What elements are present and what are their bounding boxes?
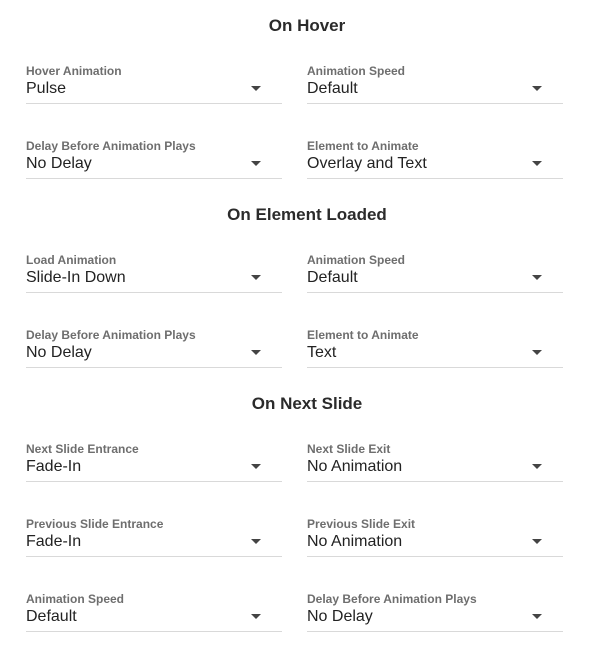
load-delay-field xyxy=(26,328,282,376)
field-label: Delay Before Animation Plays xyxy=(26,328,196,342)
select-value: No Animation xyxy=(307,533,403,550)
section-title-on-hover: On Hover xyxy=(268,16,346,35)
hover-element-to-animate-select[interactable] xyxy=(307,151,563,179)
field-label: Load Animation xyxy=(26,253,117,267)
field-label: Next Slide Exit xyxy=(307,442,391,456)
next-slide-exit-select[interactable] xyxy=(307,454,563,482)
field-label: Next Slide Entrance xyxy=(26,442,139,456)
field-label: Hover Animation xyxy=(26,64,122,78)
field-label: Previous Slide Exit xyxy=(307,517,416,531)
next-slide-exit-field xyxy=(307,442,563,490)
previous-slide-entrance-field xyxy=(26,517,282,565)
previous-slide-entrance-select[interactable] xyxy=(26,529,282,557)
load-animation-speed-field xyxy=(307,253,563,301)
previous-slide-exit-select[interactable] xyxy=(307,529,563,557)
caret-down-icon xyxy=(532,614,542,619)
select-value: Text xyxy=(307,344,337,361)
caret-down-icon xyxy=(532,86,542,91)
next-slide-entrance-field xyxy=(26,442,282,490)
load-animation-field xyxy=(26,253,282,301)
next-slide-entrance-select[interactable] xyxy=(26,454,282,482)
caret-down-icon xyxy=(251,539,261,544)
load-element-to-animate-select[interactable] xyxy=(307,340,563,368)
select-value: Default xyxy=(307,269,358,286)
hover-delay-select[interactable] xyxy=(26,151,282,179)
slide-animation-speed-select[interactable] xyxy=(26,604,282,632)
caret-down-icon xyxy=(251,86,261,91)
select-value: No Animation xyxy=(307,458,403,475)
previous-slide-exit-field xyxy=(307,517,563,565)
hover-animation-speed-field xyxy=(307,64,563,112)
field-label: Element to Animate xyxy=(307,328,419,342)
caret-down-icon xyxy=(251,161,261,166)
section-title-on-element-loaded: On Element Loaded xyxy=(227,205,387,224)
slide-animation-speed-field xyxy=(26,592,282,640)
field-label: Animation Speed xyxy=(26,592,125,606)
hover-element-to-animate-field xyxy=(307,139,563,187)
select-value: No Delay xyxy=(307,608,373,625)
section-title-on-next-slide: On Next Slide xyxy=(251,394,363,413)
caret-down-icon xyxy=(251,614,261,619)
hover-animation-speed-select[interactable] xyxy=(307,76,563,104)
field-label: Delay Before Animation Plays xyxy=(307,592,477,606)
select-value: Fade-In xyxy=(26,458,82,475)
caret-down-icon xyxy=(532,539,542,544)
select-value: No Delay xyxy=(26,344,92,361)
hover-animation-select[interactable] xyxy=(26,76,282,104)
load-animation-select[interactable] xyxy=(26,265,282,293)
load-element-to-animate-field xyxy=(307,328,563,376)
field-label: Delay Before Animation Plays xyxy=(26,139,196,153)
select-value: Fade-In xyxy=(26,533,82,550)
caret-down-icon xyxy=(532,161,542,166)
caret-down-icon xyxy=(532,275,542,280)
select-value: Slide-In Down xyxy=(26,269,126,286)
load-delay-select[interactable] xyxy=(26,340,282,368)
caret-down-icon xyxy=(251,350,261,355)
select-value: Default xyxy=(26,608,77,625)
select-value: No Delay xyxy=(26,155,92,172)
select-value: Default xyxy=(307,80,358,97)
select-value: Pulse xyxy=(26,80,67,97)
field-label: Element to Animate xyxy=(307,139,419,153)
field-label: Previous Slide Entrance xyxy=(26,517,164,531)
slide-delay-field xyxy=(307,592,563,640)
field-label: Animation Speed xyxy=(307,64,406,78)
caret-down-icon xyxy=(251,464,261,469)
field-label: Animation Speed xyxy=(307,253,406,267)
caret-down-icon xyxy=(251,275,261,280)
caret-down-icon xyxy=(532,464,542,469)
slide-delay-select[interactable] xyxy=(307,604,563,632)
load-animation-speed-select[interactable] xyxy=(307,265,563,293)
hover-animation-field xyxy=(26,64,282,112)
hover-delay-field xyxy=(26,139,282,187)
caret-down-icon xyxy=(532,350,542,355)
select-value: Overlay and Text xyxy=(307,155,427,172)
